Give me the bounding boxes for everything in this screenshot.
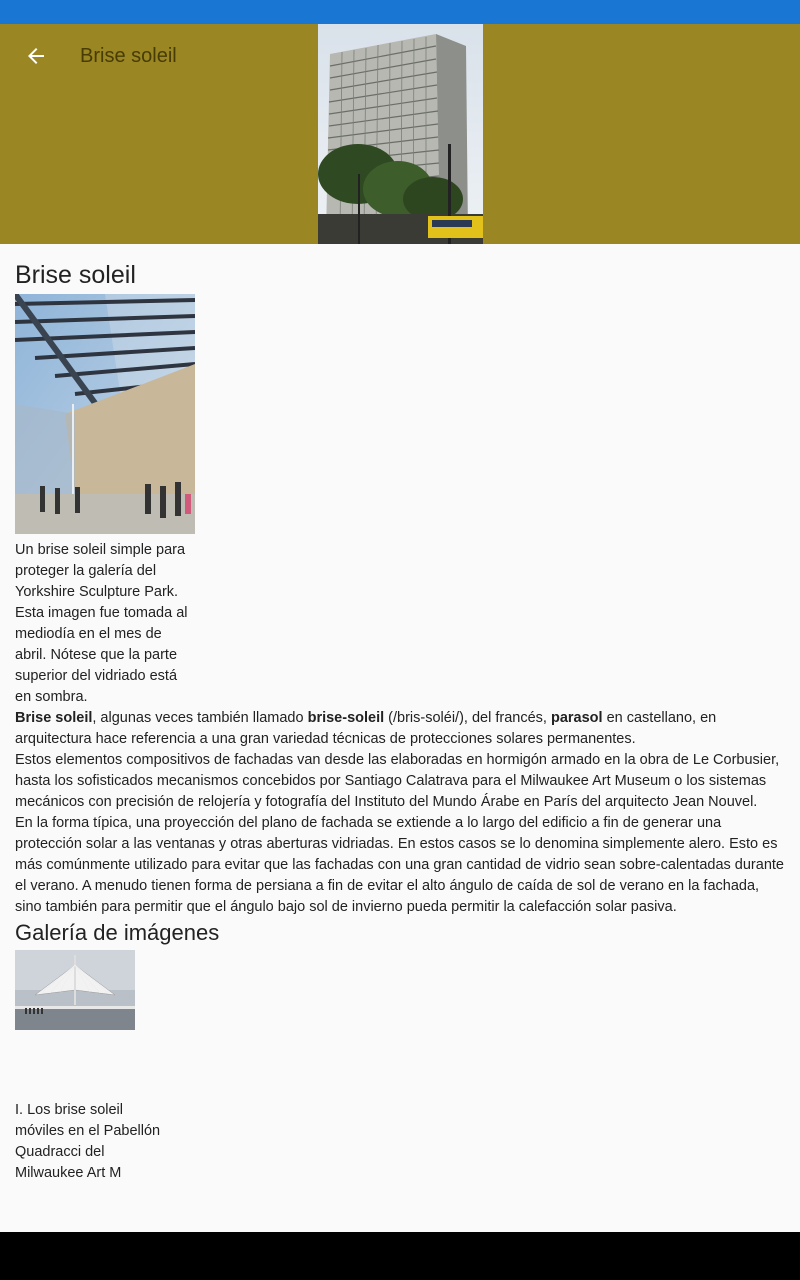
back-button[interactable] <box>16 36 56 76</box>
term-brise-soleil: Brise soleil <box>15 710 93 726</box>
navigation-bar <box>0 1232 800 1280</box>
gallery-caption: I. Los brise soleil móviles en el Pabellón Quadracci del Milwaukee Art M <box>15 1102 161 1181</box>
app-bar <box>0 24 800 244</box>
term-brise-soleil-hyphen: brise-soleil <box>307 710 385 726</box>
gallery-title: Galería de imágenes <box>15 920 220 945</box>
article-title: Brise soleil <box>15 261 136 289</box>
intro-text-3: en castellano, en arquitectura hace referencia a una gran variedad técnicas de protecciones solares permanentes. <box>15 710 717 747</box>
intro-text-1: , algunas veces también llamado <box>92 710 308 726</box>
intro-text-2: (/bris-soléi/), del francés, <box>384 710 551 726</box>
gallery-thumbnail-milwaukee[interactable] <box>15 950 135 1030</box>
figure-yorkshire-gallery-photo <box>15 294 195 534</box>
arrow-left-icon <box>26 46 46 66</box>
paragraph-2: Estos elementos compositivos de fachadas van desde las elaboradas en hormigón armado en la obra de Le Corbusier, hasta los sofisticados mecanismos concebidos por Santiago Calatrava para el Milwaukee Art Museum o los sistemas mecánicos con precisión de relojería y fotografía del Instituto del Mundo Árabe en París del arquitecto Jean Nouvel. <box>15 752 780 810</box>
status-bar <box>0 0 800 24</box>
article-content <box>15 244 785 1184</box>
intro-paragraph <box>15 708 785 750</box>
app-bar-title: Brise soleil <box>80 45 177 67</box>
term-parasol: parasol <box>550 710 603 726</box>
figure-caption: Un brise soleil simple para proteger la galería del Yorkshire Sculpture Park. Esta imagen fue tomada al mediodía en el mes de abril. Nótese que la parte superior del vidriado está en sombra. <box>15 542 188 705</box>
paragraph-3: En la forma típica, una proyección del plano de fachada se extiende a lo largo del edificio a fin de generar una protección solar a las ventanas y otras aberturas vidriadas. En estos casos se lo denomina simplemente alero. Esto es más comúnmente utilizado para evitar que las fachadas con una gran cantidad de vidrio sean sobre-calentadas durante el verano. A menudo tienen forma de persiana a fin de evitar el alto ángulo de caída de sol de verano en la fachada, sino también para permitir que el ángulo bajo sol de invierno pueda permitir la calefacción solar pasiva. <box>15 815 784 915</box>
header-photo-office-building <box>318 24 483 244</box>
